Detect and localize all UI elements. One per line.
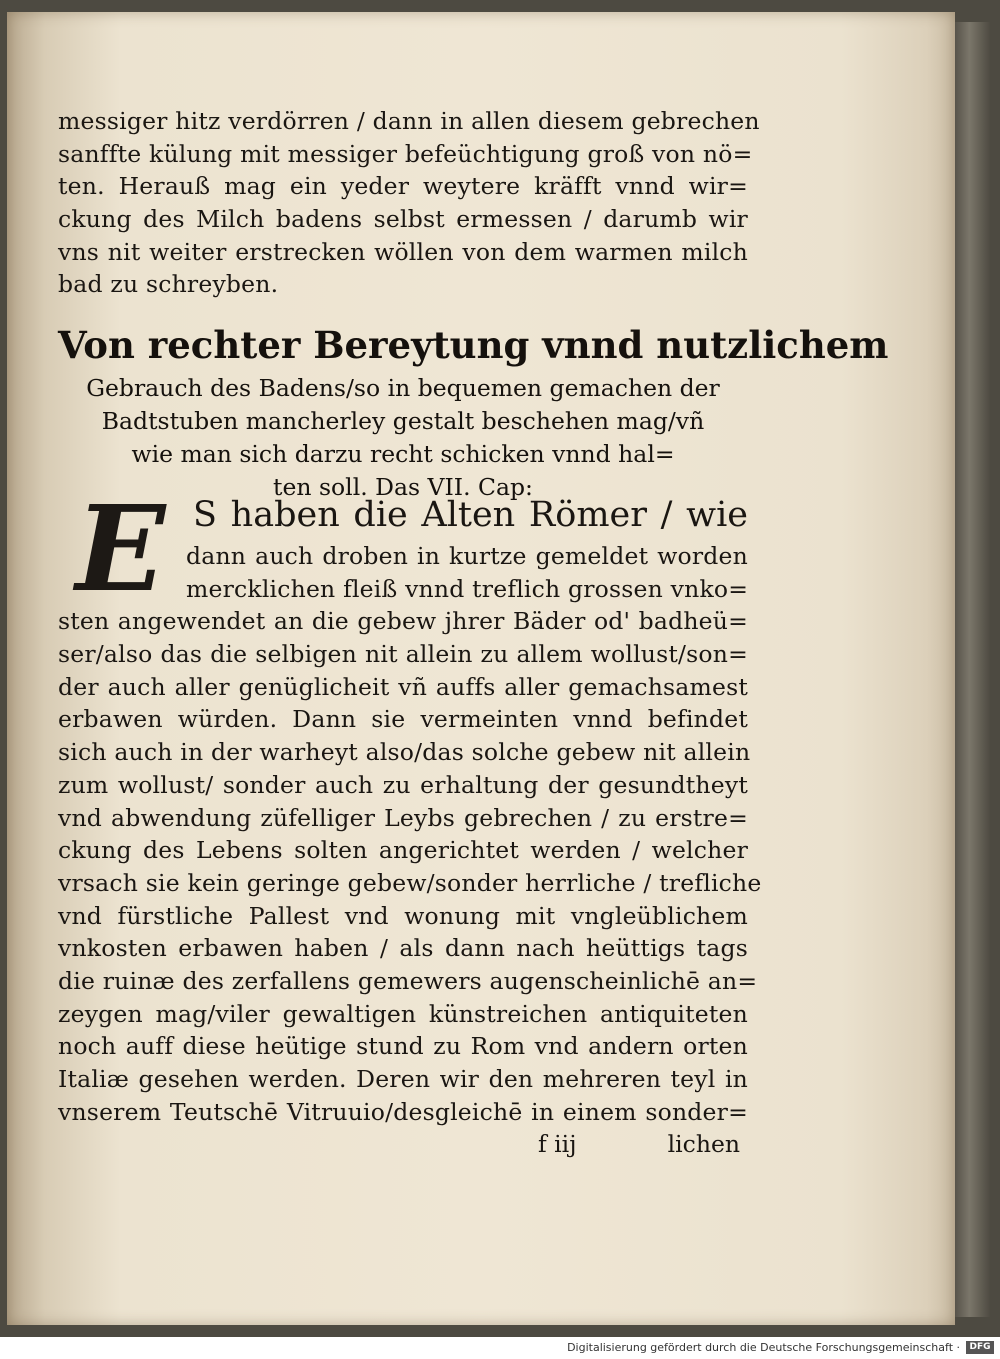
page-bottom-line [58, 1128, 748, 1161]
text-line: erbawen würden. Dann sie vermeinten vnnd befindet [58, 705, 748, 734]
text-line: vnserem Teutschē Vitruuio/desgleichē in einem sonder= [58, 1097, 748, 1126]
text-line: zum wollust/ sonder auch zu erhaltung der gesundtheyt [58, 770, 748, 799]
signature-mark: f iij [538, 1130, 577, 1159]
chapter-first-line: S haben die Alten Römer / wie [193, 495, 748, 535]
text-line: ser/also das die selbigen nit allein zu allem wollust/son= [58, 640, 748, 669]
text-line: vnkosten erbawen haben / als dann nach heüttigs tags [58, 934, 748, 963]
text-line: vnd fürstliche Pallest vnd wonung mit vngleüblichem [58, 901, 748, 930]
catchword: lichen [667, 1130, 740, 1159]
text-line: messiger hitz verdörren / dann in allen diesem gebrechen [58, 107, 760, 135]
text-line: der auch aller genüglicheit vñ auffs aller gemachsamest [58, 672, 748, 701]
decorated-initial: E [75, 479, 166, 618]
funding-notice: Digitalisierung gefördert durch die Deutsche Forschungsgemeinschaft · [567, 1341, 960, 1354]
text-line: noch auff diese heütige stund zu Rom vnd andern orten [58, 1032, 748, 1061]
page-edge [955, 22, 991, 1317]
text-line: zeygen mag/viler gewaltigen künstreichen antiquiteten [58, 999, 748, 1028]
heading-line: wie man sich darzu recht schicken vnnd hal= [131, 440, 675, 468]
text-line: sich auch in der warheyt also/das solche gebew nit allein [58, 738, 751, 767]
heading-line: Badtstuben mancherley gestalt beschehen mag/vñ [101, 407, 705, 435]
text-line: bad zu schreyben. [58, 270, 279, 299]
chapter-heading [58, 318, 889, 504]
heading-line: Gebrauch des Badens/so in bequemen gemachen der [86, 374, 720, 402]
text-line: ckung des Lebens solten angerichtet werden / welcher [58, 836, 748, 865]
text-line: die ruinæ des zerfallens gemewers augenscheinlichē an= [58, 966, 758, 995]
heading-line: ten soll. Das VII. Cap: [273, 473, 533, 501]
text-line: vns nit weiter erstrecken wöllen von dem warmen milch [58, 237, 748, 266]
heading-title: Von rechter Bereytung vnnd nutzlichem [58, 323, 889, 367]
footer-bar [0, 1337, 1000, 1359]
paragraph-1 [58, 105, 760, 301]
text-line: mercklichen fleiß vnnd treflich grossen vnko= [186, 574, 749, 603]
text-line: dann auch droben in kurtze gemeldet worden [186, 542, 748, 570]
text-line: ten. Herauß mag ein yeder weytere kräfft vnnd wir= [58, 172, 748, 201]
text-line: Italiæ gesehen werden. Deren wir den mehreren teyl in [58, 1065, 748, 1093]
text-line: sanffte külung mit messiger befeüchtigung groß von nö= [58, 139, 753, 168]
text-line: vnd abwendung züfelliger Leybs gebrechen / zu erstre= [58, 803, 748, 832]
text-line: vrsach sie kein geringe gebew/sonder herrliche / trefliche [58, 868, 762, 897]
dfg-logo-icon: DFG [966, 1341, 994, 1354]
text-line: sten angewendet an die gebew jhrer Bäder od' badheü= [58, 607, 748, 636]
text-line: ckung des Milch badens selbst ermessen / darumb wir [58, 205, 748, 234]
